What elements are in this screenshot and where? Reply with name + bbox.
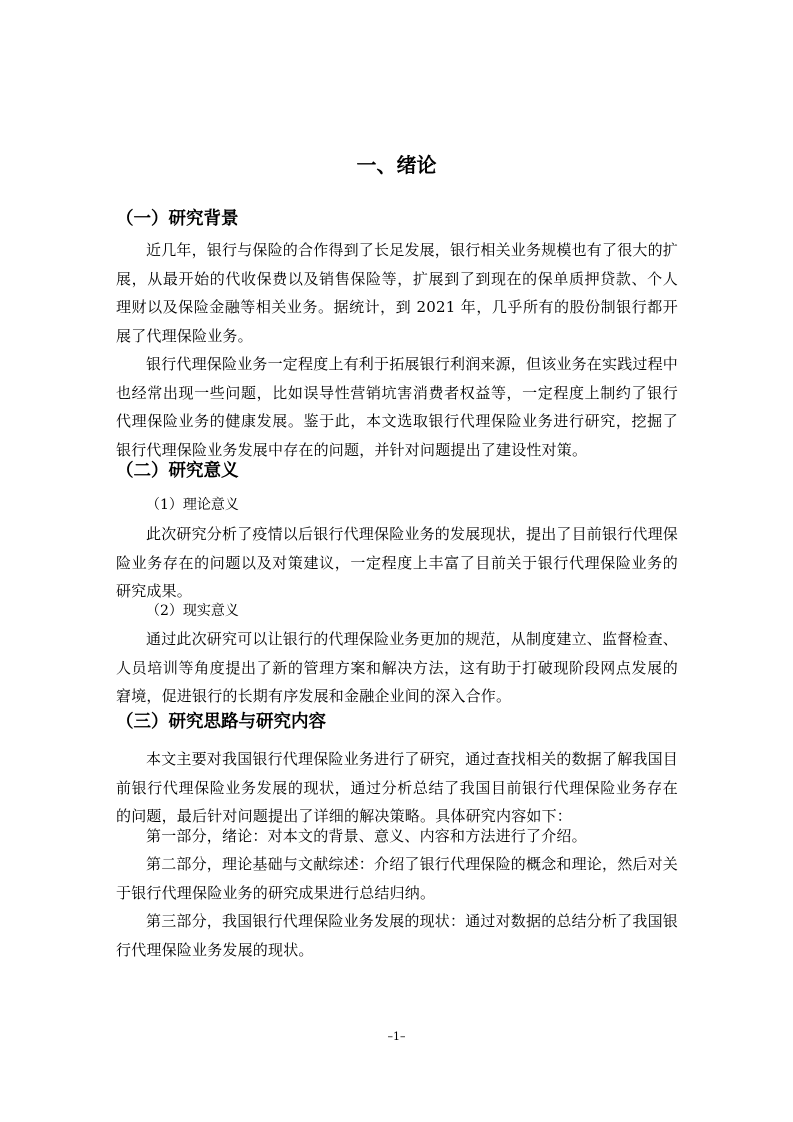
paragraph-part-three: 第三部分，我国银行代理保险业务发展的现状：通过对数据的总结分析了我国银行代理保险业务发展的现状。 <box>116 912 679 959</box>
paragraph-background-1: 近几年，银行与保险的合作得到了长足发展，银行相关业务规模也有了很大的扩展，从最开始的代收保费以及销售保险等，扩展到了到现在的保单质押贷款、个人理财以及保险金融等相关业务。据统计，到 2021 年，几乎所有的股份制银行都开展了代理保险业务。 <box>116 241 679 345</box>
paragraph-theoretical: 此次研究分析了疫情以后银行代理保险业务的发展现状，提出了目前银行代理保险业务存在的问题以及对策建议，一定程度上丰富了目前关于银行代理保险业务的研究成果。 <box>116 525 679 600</box>
section-heading-approach: （三）研究思路与研究内容 <box>116 712 326 732</box>
paragraph-background-2: 银行代理保险业务一定程度上有利于拓展银行利润来源，但该业务在实践过程中也经常出现一些问题，比如误导性营销坑害消费者权益等，一定程度上制约了银行代理保险业务的健康发展。鉴于此，本文选取银行代理保险业务进行研究，挖掘了银行代理保险业务发展中存在的问题，并针对问题提出了建设性对策。 <box>116 355 679 459</box>
section-heading-significance: （二）研究意义 <box>116 461 239 481</box>
paragraph-approach-1: 本文主要对我国银行代理保险业务进行了研究，通过查找相关的数据了解我国目前银行代理保险业务发展的现状，通过分析总结了我国目前银行代理保险业务存在的问题，最后针对问题提出了详细的解决策略。具体研究内容如下： <box>116 750 679 825</box>
paragraph-part-one: 第一部分，绪论：对本文的背景、意义、内容和方法进行了介绍。 <box>146 827 587 845</box>
subheading-theoretical: （1）理论意义 <box>146 497 239 513</box>
page-number: –1– <box>387 1030 406 1043</box>
section-heading-background: （一）研究背景 <box>116 209 239 229</box>
chapter-title: 一、绪论 <box>356 153 437 177</box>
subheading-practical: （2）现实意义 <box>146 603 239 619</box>
paragraph-practical: 通过此次研究可以让银行的代理保险业务更加的规范，从制度建立、监督检查、人员培训等角度提出了新的管理方案和解决方法，这有助于打破现阶段网点发展的窘境，促进银行的长期有序发展和金融企业间的深入合作。 <box>116 630 679 705</box>
paragraph-part-two: 第二部分，理论基础与文献综述：介绍了银行代理保险的概念和理论，然后对关于银行代理保险业务的研究成果进行总结归纳。 <box>116 855 679 902</box>
